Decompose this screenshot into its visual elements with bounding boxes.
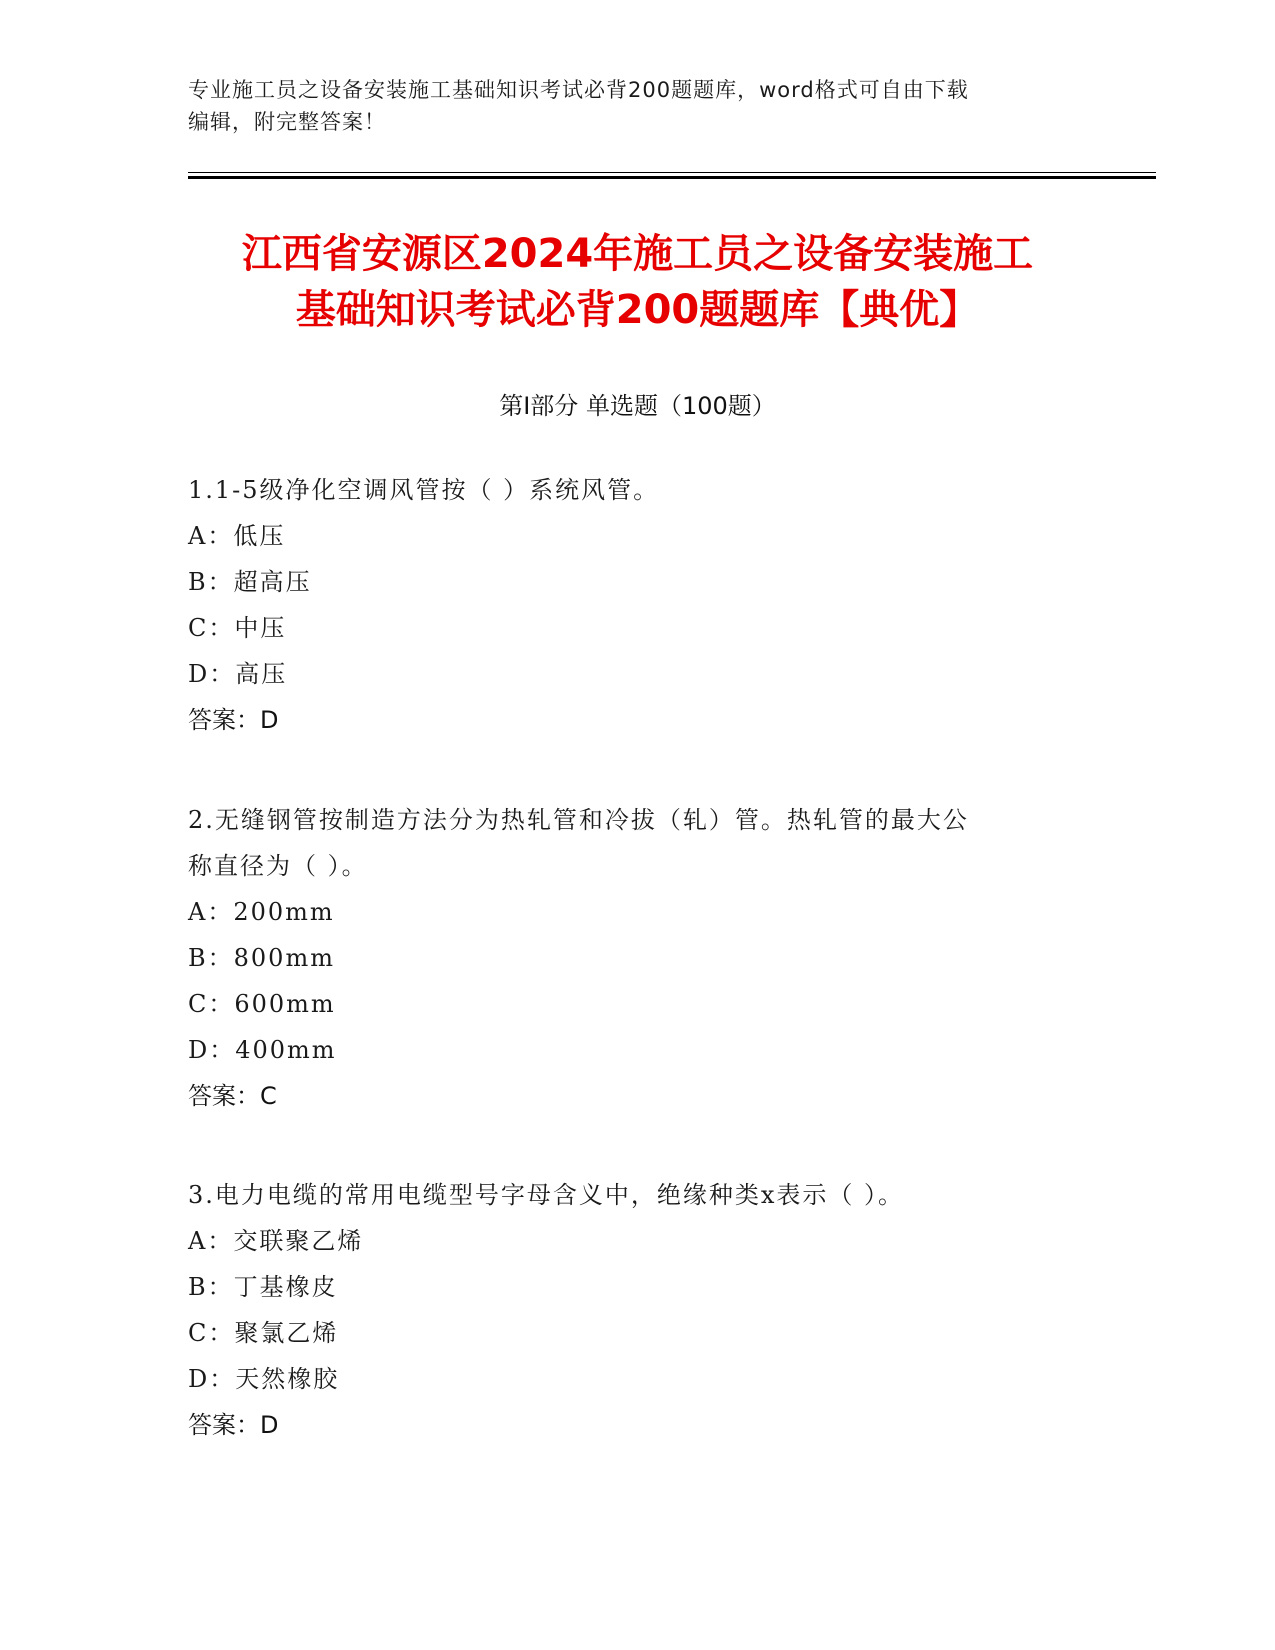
answer: 答案：C <box>188 1082 277 1110</box>
question-2 <box>188 797 1088 1119</box>
option-d: D：高压 <box>188 660 288 688</box>
header-note <box>188 74 1088 138</box>
option-a: A：交联聚乙烯 <box>188 1227 364 1255</box>
question-stem-continued: 称直径为（ ）。 <box>188 852 368 880</box>
question-stem: 2.无缝钢管按制造方法分为热轧管和冷拔（轧）管。热轧管的最大公 <box>188 806 969 834</box>
option-b: B：800mm <box>188 944 335 972</box>
document-title <box>150 226 1125 338</box>
header-rule-thick <box>188 176 1156 179</box>
option-c: C：600mm <box>188 990 336 1018</box>
document-title-line-1: 江西省安源区2024年施工员之设备安装施工 <box>241 231 1034 277</box>
question-3 <box>188 1172 1088 1448</box>
document-title-line-2: 基础知识考试必背200题题库【典优】 <box>295 287 980 333</box>
option-c: C：聚氯乙烯 <box>188 1319 339 1347</box>
answer: 答案：D <box>188 706 279 734</box>
header-note-line-1: 专业施工员之设备安装施工基础知识考试必背200题题库，word格式可自由下载 <box>188 78 969 102</box>
option-a: A：200mm <box>188 898 335 926</box>
option-b: B：超高压 <box>188 568 312 596</box>
option-d: D：400mm <box>188 1036 337 1064</box>
option-b: B：丁基橡皮 <box>188 1273 338 1301</box>
section-title: 第Ⅰ部分 单选题（100题） <box>499 392 776 420</box>
option-a: A：低压 <box>188 522 286 550</box>
option-d: D：天然橡胶 <box>188 1365 340 1393</box>
question-stem: 3.电力电缆的常用电缆型号字母含义中，绝缘种类x表示（ ）。 <box>188 1181 905 1209</box>
question-stem: 1.1-5级净化空调风管按（ ）系统风管。 <box>188 476 660 504</box>
answer: 答案：D <box>188 1411 279 1439</box>
option-c: C：中压 <box>188 614 287 642</box>
question-1 <box>188 467 1088 743</box>
header-note-line-2: 编辑，附完整答案！ <box>188 110 386 134</box>
header-rule-thin <box>188 172 1156 173</box>
